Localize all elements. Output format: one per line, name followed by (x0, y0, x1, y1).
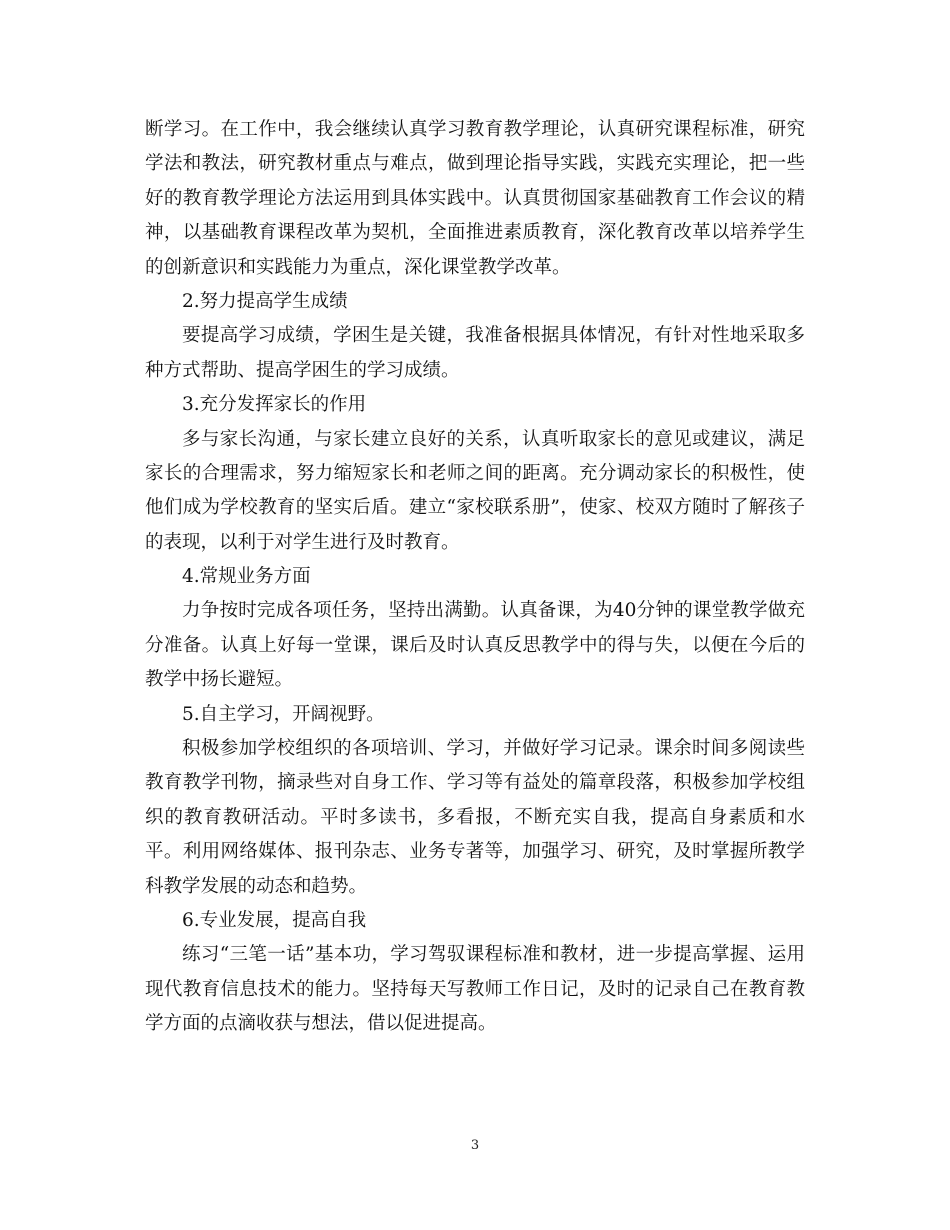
section-heading: 4.常规业务方面 (182, 566, 311, 588)
text-line: 练习“三笔一话”基本功，学习驾驭课程标准和教材，进一步提高掌握、运用 (182, 944, 805, 966)
text-line: 家长的合理需求，努力缩短家长和老师之间的距离。充分调动家长的积极性，使 (145, 462, 805, 484)
text-line: 他们成为学校教育的坚实后盾。建立“家校联系册”，使家、校双方随时了解孩子 (145, 497, 805, 519)
document-body (145, 113, 805, 1042)
section-heading: 3.充分发挥家长的作用 (182, 394, 367, 416)
text-line: 平。利用网络媒体、报刊杂志、业务专著等，加强学习、研究，及时掌握所教学 (145, 841, 805, 863)
text-line: 多与家长沟通，与家长建立良好的关系，认真听取家长的意见或建议，满足 (182, 428, 805, 450)
section-heading: 6.专业发展，提高自我 (182, 909, 367, 931)
text-line: 分准备。认真上好每一堂课，课后及时认真反思教学中的得与失，以便在今后的 (145, 634, 805, 656)
text-line: 要提高学习成绩，学困生是关键，我准备根据具体情况，有针对性地采取多 (182, 325, 805, 347)
section-heading: 5.自主学习，开阔视野。 (182, 703, 385, 725)
text-line: 神，以基础教育课程改革为契机，全面推进素质教育，深化教育改革以培养学生 (145, 222, 805, 244)
text-line: 好的教育教学理论方法运用到具体实践中。认真贯彻国家基础教育工作会议的精 (145, 187, 805, 209)
text-line: 学方面的点滴收获与想法，借以促进提高。 (145, 1013, 497, 1035)
text-line: 科教学发展的动态和趋势。 (145, 875, 368, 897)
page-number: 3 (470, 1138, 480, 1153)
text-line: 断学习。在工作中，我会继续认真学习教育教学理论，认真研究课程标准，研究 (145, 119, 805, 140)
text-line: 学法和教法，研究教材重点与难点，做到理论指导实践，实践充实理论，把一些 (145, 153, 805, 175)
text-line: 织的教育教研活动。平时多读书，多看报，不断充实自我，提高自身素质和水 (145, 806, 805, 828)
text-line: 种方式帮助、提高学困生的学习成绩。 (145, 359, 460, 381)
text-line: 力争按时完成各项任务，坚持出满勤。认真备课，为40分钟的课堂教学做充 (182, 600, 805, 622)
text-line: 现代教育信息技术的能力。坚持每天写教师工作日记，及时的记录自己在教育教 (145, 978, 805, 1000)
text-line: 积极参加学校组织的各项培训、学习，并做好学习记录。课余时间多阅读些 (182, 738, 805, 760)
section-heading: 2.努力提高学生成绩 (182, 290, 348, 312)
text-line: 教学中扬长避短。 (145, 669, 294, 691)
text-line: 的表现，以利于对学生进行及时教育。 (145, 531, 460, 553)
text-line: 的创新意识和实践能力为重点，深化课堂教学改革。 (145, 256, 571, 278)
text-line: 教育教学刊物，摘录些对自身工作、学习等有益处的篇章段落，积极参加学校组 (145, 772, 805, 794)
